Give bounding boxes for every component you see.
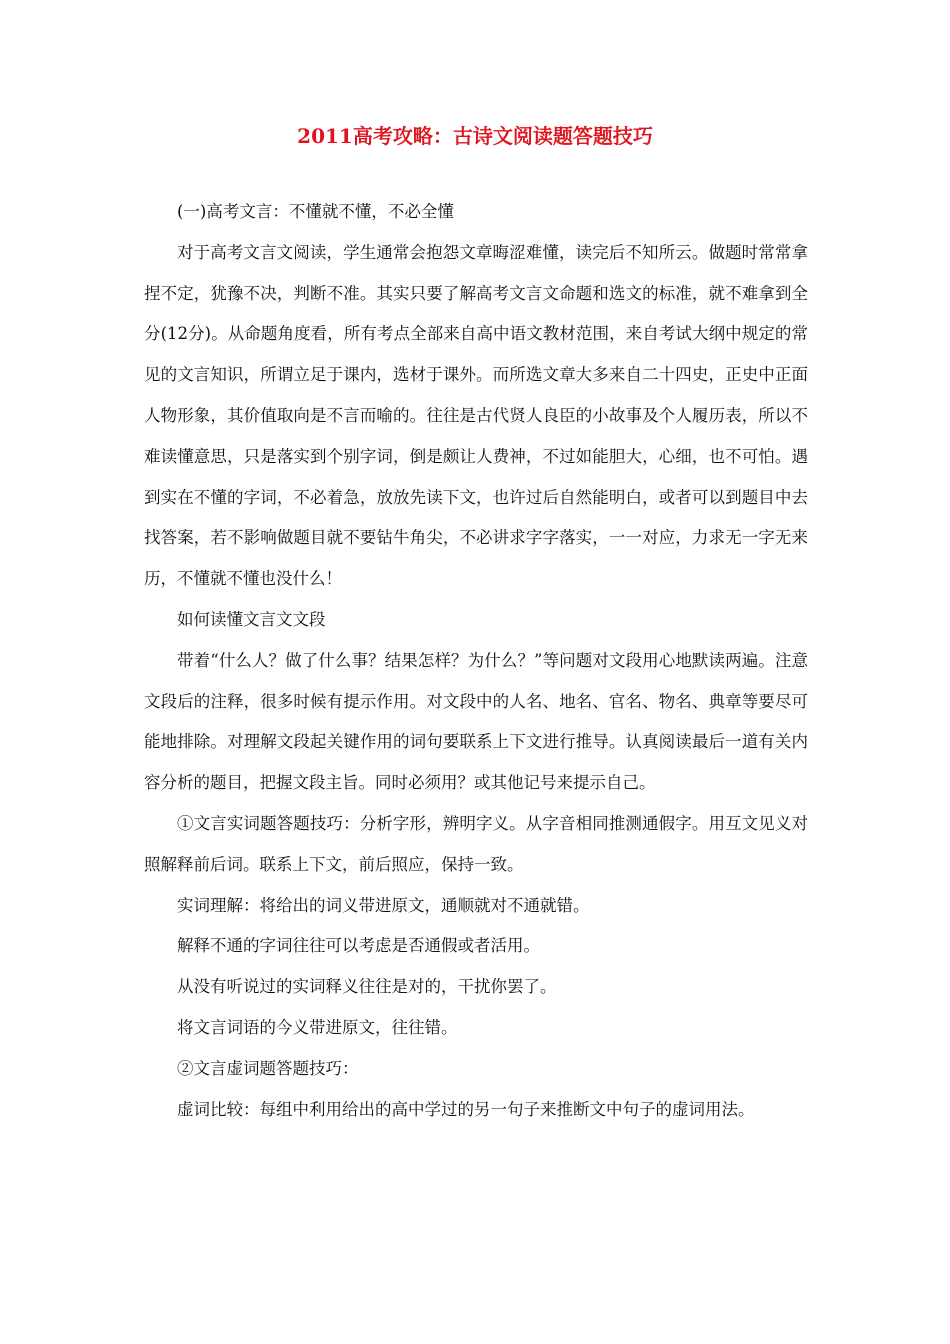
paragraph-intro: 对于高考文言文阅读，学生通常会抱怨文章晦涩难懂，读完后不知所云。做题时常常拿捏不定，犹豫不决，判断不准。其实只要了解高考文言文命题和选文的标准，就不难拿到全分(12分)。从命题角度看，所有考点全部来自高中语文教材范围，来自考试大纲中规定的常见的文言知识，所谓立足于课内，选材于课外。而所选文章大多来自二十四史，正史中正面人物形象，其价值取向是不言而喻的。往往是古代贤人良臣的小故事及个人履历表，所以不难读懂意思，只是落实到个别字词，倒是颇让人费神，不过如能胆大，心细，也不可怕。遇到实在不懂的字词，不必着急，放放先读下文，也许过后自然能明白，或者可以到题目中去找答案，若不影响做题目就不要钻牛角尖，不必讲求字字落实，一一对应，力求无一字无来历，不懂就不懂也没什么！ (144, 242, 808, 589)
subheading-function-word-tips: ②文言虚词题答题技巧： (177, 1058, 359, 1078)
paragraph-content-word-tips: ①文言实词题答题技巧：分析字形，辨明字义。从字音相同推测通假字。用互文见义对照解释前后词。联系上下文，前后照应，保持一致。 (144, 813, 808, 874)
paragraph-content-word-understanding: 实词理解：将给出的词义带进原文，通顺就对不通就错。 (177, 895, 590, 915)
section-heading-classical-chinese: (一)高考文言：不懂就不懂，不必全懂 (177, 202, 454, 221)
paragraph-reading-method: 带着“什么人？做了什么事？结果怎样？为什么？”等问题对文段用心地默读两遍。注意文段后的注释，很多时候有提示作用。对文段中的人名、地名、官名、物名、典章等要尽可能地排除。对理解文段起关键作用的词句要联系上下文进行推导。认真阅读最后一道有关内容分析的题目，把握文段主旨。同时必须用？或其他记号来提示自己。 (144, 650, 808, 793)
subheading-how-to-read: 如何读懂文言文文段 (177, 609, 326, 629)
paragraph-modern-meaning: 将文言词语的今义带进原文，往往错。 (177, 1017, 458, 1037)
document-body (144, 192, 808, 1130)
paragraph-function-word-comparison: 虚词比较：每组中利用给出的高中学过的另一句子来推断文中句子的虚词用法。 (177, 1099, 755, 1119)
paragraph-loan-words: 解释不通的字词往往可以考虑是否通假或者活用。 (177, 936, 540, 956)
paragraph-unheard-meanings: 从没有听说过的实词释义往往是对的，干扰你罢了。 (177, 977, 557, 997)
document-title: 2011高考攻略：古诗文阅读题答题技巧 (297, 124, 653, 148)
